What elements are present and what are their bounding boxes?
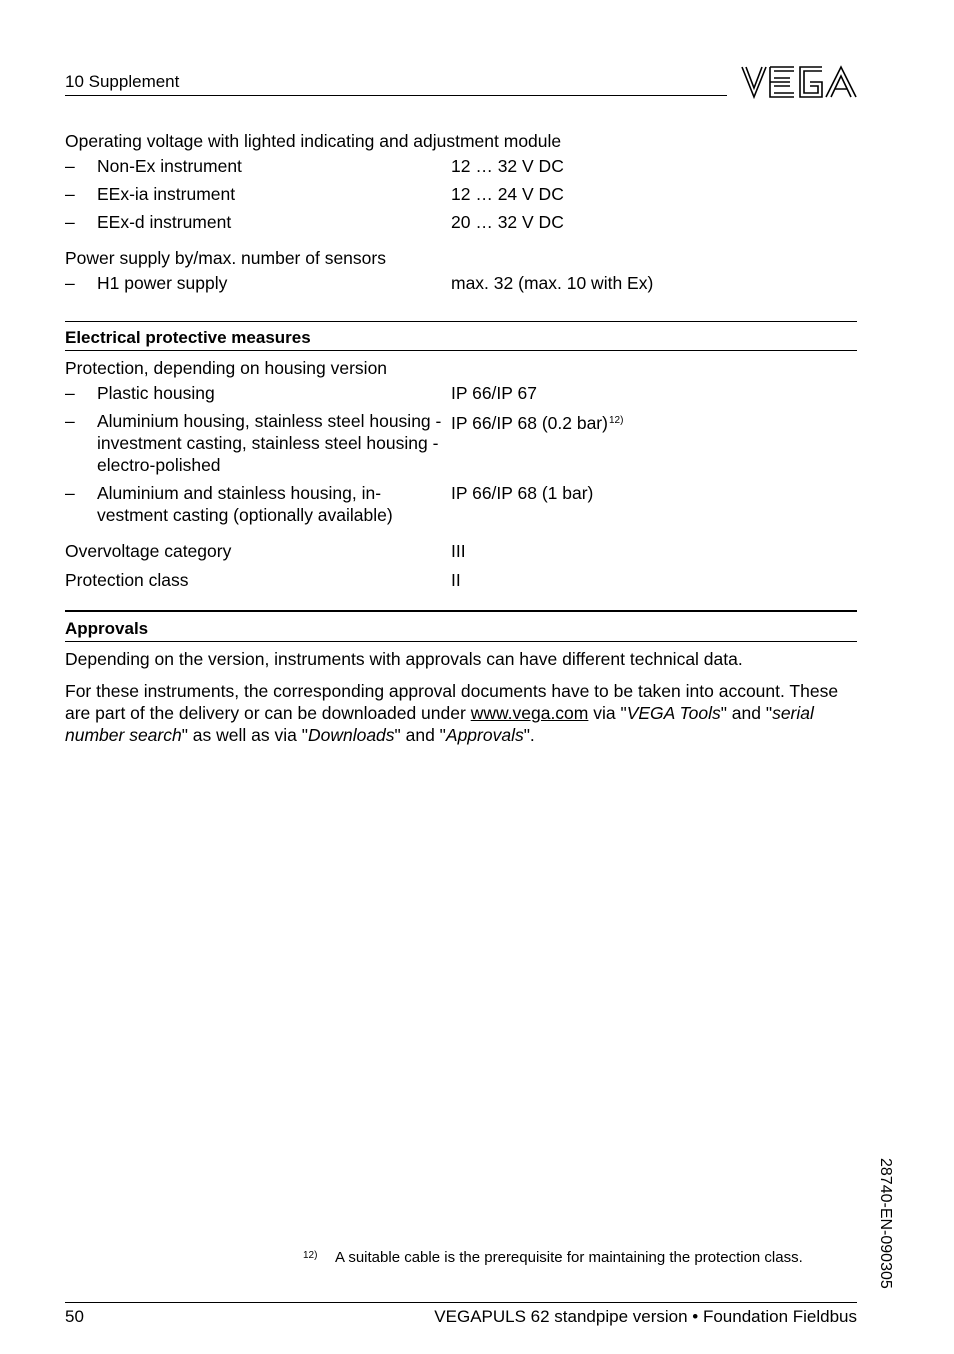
item-value: II (451, 570, 461, 590)
footnote-text: A suitable cable is the prerequisite for maintaining the protection class. (335, 1249, 803, 1266)
item-label: H1 power supply (97, 273, 228, 293)
footnote-ref: 12) (608, 415, 624, 426)
footer-title: VEGAPULS 62 standpipe version • Foundation Fieldbus (434, 1307, 857, 1326)
text-run: via " (588, 703, 627, 723)
text-run-italic: serial number search (65, 703, 814, 745)
text-run-italic: Approvals (445, 725, 524, 745)
item-value: III (451, 541, 466, 561)
item-value: 12 … 24 V DC (451, 184, 564, 204)
vega-link[interactable]: www.vega.com (470, 703, 589, 723)
item-label: Protection class (65, 570, 189, 590)
document-code: 28740-EN-090305 (877, 1158, 894, 1289)
item-label: Plastic housing (97, 383, 215, 403)
protection-item (65, 482, 857, 526)
header-rule (65, 95, 727, 96)
list-dash: – (65, 184, 75, 204)
item-value: max. 32 (max. 10 with Ex) (451, 273, 654, 293)
item-value: IP 66/IP 68 (0.2 bar) (451, 413, 608, 433)
protection-item (65, 410, 857, 476)
voltage-heading: Operating voltage with lighted indicating and adjustment module (65, 131, 562, 151)
item-label: Overvoltage category (65, 541, 232, 561)
item-label: Aluminium housing, stainless steel housing - investment casting, stainless steel housing - electro-polished (97, 411, 442, 475)
text-run-italic: Downloads (307, 725, 395, 745)
list-dash: – (65, 411, 75, 431)
section-rule-top (65, 321, 857, 322)
text-run: " and " (394, 725, 446, 745)
item-label: EEx-ia instrument (97, 184, 236, 204)
item-label: Non-Ex instrument (97, 156, 242, 176)
list-dash: – (65, 212, 75, 232)
item-value: IP 66/IP 67 (451, 383, 537, 403)
item-label: EEx-d instrument (97, 212, 232, 232)
section-rule-bottom (65, 641, 857, 642)
text-run: " as well as via " (181, 725, 308, 745)
header-section-label: 10 Supplement (65, 72, 180, 91)
text-run-italic: VEGA Tools (626, 703, 721, 723)
item-value: 12 … 32 V DC (451, 156, 564, 176)
item-value: IP 66/IP 68 (1 bar) (451, 483, 594, 503)
item-value: 20 … 32 V DC (451, 212, 564, 232)
protection-heading: Protection, depending on housing version (65, 358, 388, 378)
page-number: 50 (65, 1307, 84, 1326)
power-heading: Power supply by/max. number of sensors (65, 248, 386, 268)
approvals-paragraph-2 (65, 680, 857, 746)
approvals-paragraph-1: Depending on the version, instruments with approvals can have different technical data. (65, 649, 743, 669)
section-title-electrical: Electrical protective measures (65, 328, 311, 347)
list-dash: – (65, 273, 75, 293)
text-run: " and " (720, 703, 773, 723)
footnote-mark: 12) (303, 1250, 318, 1261)
list-dash: – (65, 156, 75, 176)
section-title-approvals: Approvals (65, 619, 149, 638)
item-value-with-footnote (451, 410, 623, 434)
text-run: ". (523, 725, 535, 745)
list-dash: – (65, 483, 75, 503)
footer-rule (65, 1302, 857, 1303)
list-dash: – (65, 383, 75, 403)
vega-logo (740, 64, 858, 100)
section-rule-bottom (65, 350, 857, 351)
item-label: Aluminium and stainless housing, in-vestment casting (optionally available) (97, 483, 393, 525)
section-rule-top (65, 610, 857, 612)
text-run: For these instruments, the corresponding approval documents have to be taken into account. These are part of the delivery or can be downloaded under (65, 681, 839, 723)
